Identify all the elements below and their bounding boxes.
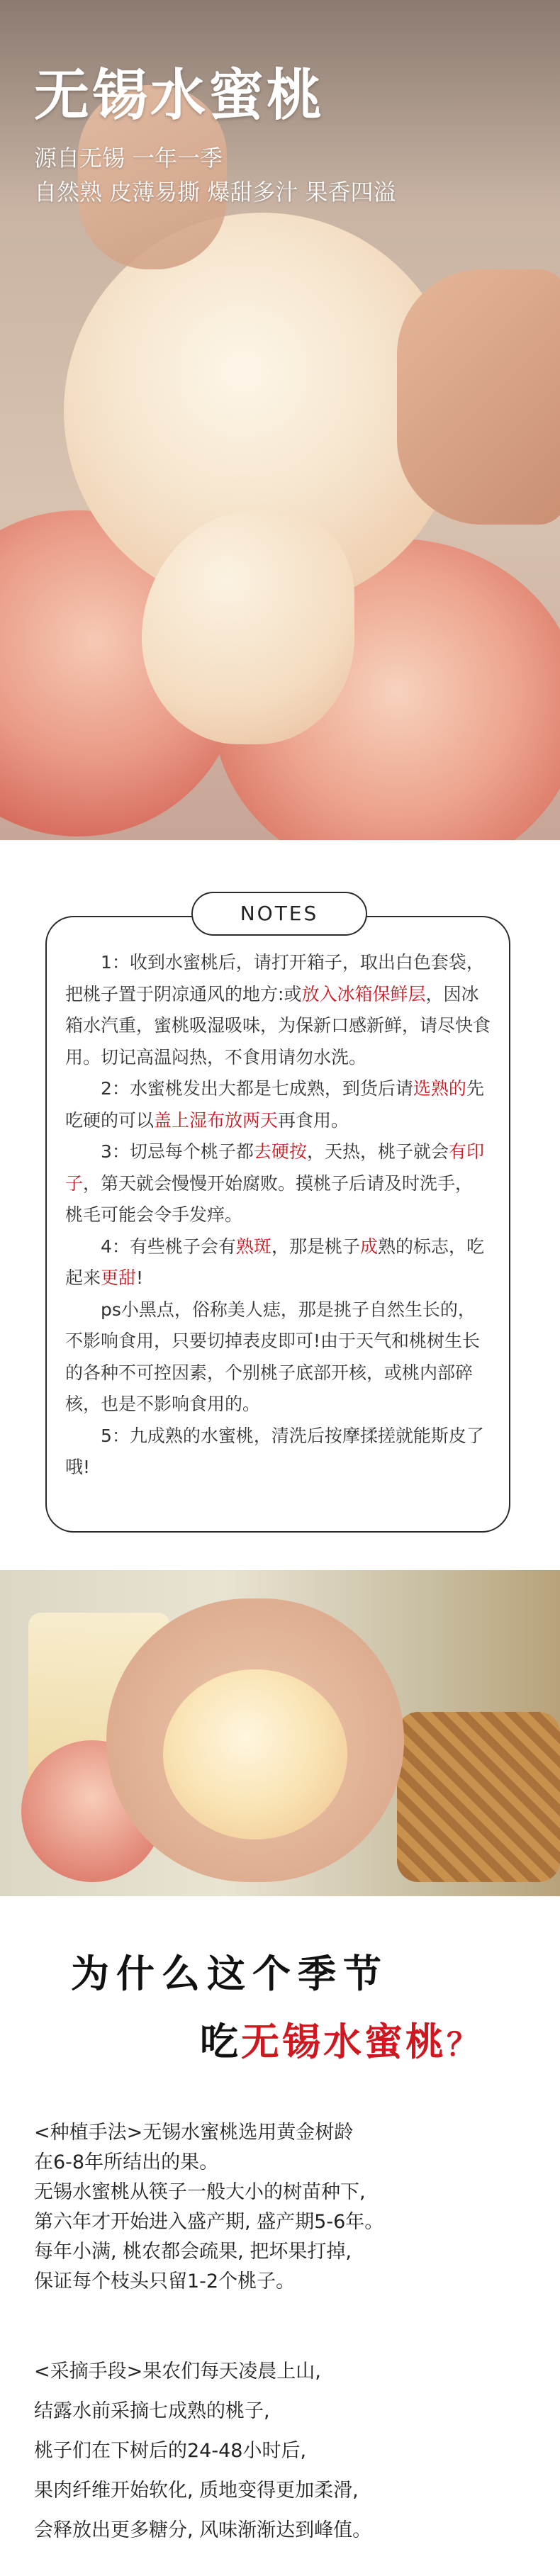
notes-body xyxy=(65,947,491,1484)
hand-image xyxy=(397,269,560,525)
picking-line: 果肉纤维开始软化, 质地变得更加柔滑, xyxy=(34,2480,359,2502)
note-item: 3：切忌每个桃子都去硬按，天热，桃子就会有印子，第天就会慢慢开始腐败。摸桃子后请及时洗手，桃毛可能会令手发痒。 xyxy=(65,1141,484,1225)
planting-line: 每年小满, 桃农都会疏果, 把坏果打掉, xyxy=(34,2241,352,2263)
planting-line: 第六年才开始进入盛产期, 盛产期5-6年。 xyxy=(34,2211,384,2233)
picking-line: <采摘手段>果农们每天凌晨上山, xyxy=(34,2361,321,2382)
note-item: 1：收到水蜜桃后，请打开箱子，取出白色套袋，把桃子置于阴凉通风的地方:或放入冰箱保鲜层，因冰箱水汽重，蜜桃吸湿吸味，为保新口感新鲜，请尽快食用。切记高温闷热，不食用请勿水洗。 xyxy=(65,952,491,1068)
picking-paragraph xyxy=(34,2352,530,2550)
hero-title: 无锡水蜜桃 xyxy=(34,64,325,128)
notes-tag: NOTES xyxy=(191,892,367,936)
note-item: 4：有些桃子会有熟斑，那是桃子成熟的标志，吃起来更甜! xyxy=(65,1236,484,1288)
picking-line: 桃子们在下树后的24-48小时后, xyxy=(34,2440,307,2462)
basket-image xyxy=(397,1712,560,1882)
note-item: 2：水蜜桃发出大都是七成熟，到货后请选熟的先吃硬的可以盖上湿布放两天再食用。 xyxy=(65,1078,484,1131)
planting-line: 无锡水蜜桃从筷子一般大小的树苗种下, xyxy=(34,2181,366,2203)
hero-subtitle: 源自无锡 一年一季 xyxy=(34,145,223,172)
note-item: ps小黑点，俗称美人痣，那是挑子自然生长的，不影响食用，只要切掉表皮即可!由于天气和桃树生长的各种不可控因素，个别桃子底部开核，或桃内部碎核，也是不影响食用的。 xyxy=(65,1299,481,1414)
section-heading: 为什么这个季节 xyxy=(71,1951,388,1996)
planting-line: <种植手法>无锡水蜜桃选用黄金树龄 xyxy=(34,2122,354,2144)
planting-line: 在6-8年所结出的果。 xyxy=(34,2151,219,2173)
note-item: 5：九成熟的水蜜桃，清洗后按摩揉搓就能斯皮了哦! xyxy=(65,1425,484,1477)
peeled-peach-image xyxy=(163,1669,347,1839)
hero-banner xyxy=(0,0,560,840)
hero-tagline: 自然熟 皮薄易撕 爆甜多汁 果香四溢 xyxy=(34,179,396,206)
planting-paragraph xyxy=(34,2118,530,2297)
picking-line: 会释放出更多糖分, 风味渐渐达到峰值。 xyxy=(34,2519,372,2541)
peach-in-hands-photo xyxy=(0,1570,560,1896)
section-subheading: 吃无锡水蜜桃？ xyxy=(200,2020,481,2064)
picking-line: 结露水前采摘七成熟的桃子, xyxy=(34,2400,270,2422)
planting-line: 保证每个枝头只留1-2个桃子。 xyxy=(34,2270,296,2292)
